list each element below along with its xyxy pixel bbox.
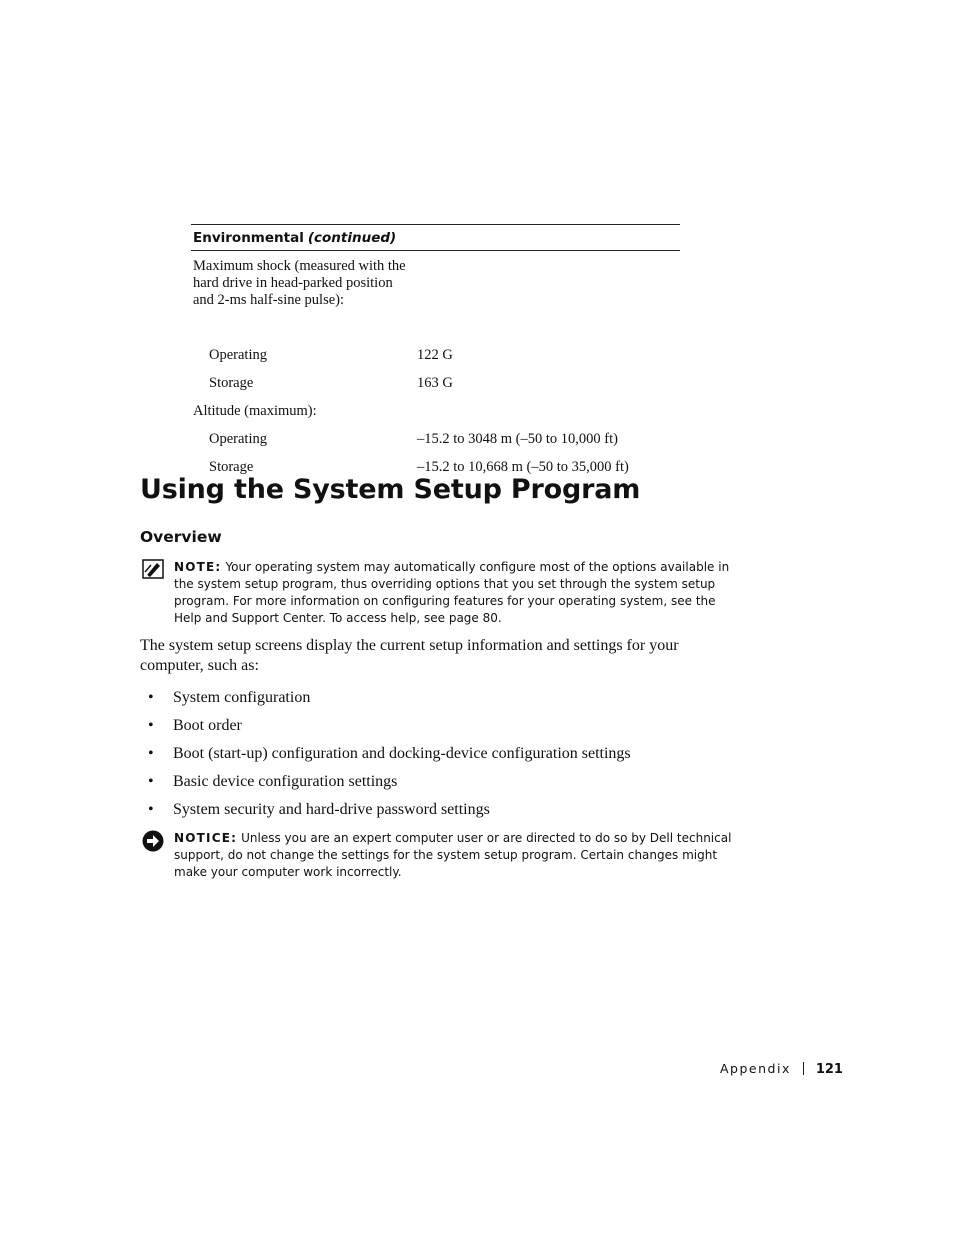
footer-divider [803, 1062, 804, 1075]
list-item-text: System security and hard-drive password settings [173, 801, 490, 818]
row-label: Maximum shock (measured with the hard drive in head-parked position and 2-ms half-sine pulse): [193, 258, 406, 308]
table-header-title: Environmental [193, 230, 304, 246]
intro-paragraph: The system setup screens display the current setup information and settings for your computer, such as: [140, 637, 679, 674]
subsection-title: Overview [140, 528, 222, 546]
list-item-text: Basic device configuration settings [173, 773, 398, 790]
bullet-icon: • [148, 801, 154, 818]
table-header-continued: (continued) [307, 230, 397, 246]
notice-text: Unless you are an expert computer user or are directed to do so by Dell technical support, do not change the settings for the system setup program. Certain changes might make your computer work incorrectly. [174, 831, 732, 879]
row-value: –15.2 to 3048 m (–50 to 10,000 ft) [417, 431, 618, 447]
section-title: Using the System Setup Program [140, 474, 641, 505]
row-label: Storage [209, 375, 254, 391]
row-label: Operating [209, 431, 267, 447]
table-header [191, 224, 680, 251]
bullet-icon: • [148, 689, 154, 706]
bullet-icon: • [148, 717, 154, 734]
note-label: NOTE: [174, 560, 222, 574]
row-value: 163 G [417, 375, 453, 391]
note-text: Your operating system may automatically configure most of the options available in the system setup program, thus overriding options that you set through the system setup program. For more information on configuring features for your operating system, see the Help and Support Center. To access help, see page 80. [174, 560, 730, 625]
list-item-text: Boot order [173, 717, 242, 734]
row-value: 122 G [417, 347, 453, 363]
bullet-icon: • [148, 773, 154, 790]
row-label: Storage [209, 459, 254, 475]
notice-label: NOTICE: [174, 831, 238, 845]
row-value: –15.2 to 10,668 m (–50 to 35,000 ft) [417, 459, 629, 475]
list-item-text: System configuration [173, 689, 311, 706]
arrow-notice-icon [142, 830, 166, 852]
list-item-text: Boot (start-up) configuration and docking-device configuration settings [173, 745, 631, 762]
environmental-spec-table [191, 224, 680, 475]
row-label: Altitude (maximum): [193, 403, 317, 419]
footer-section-name: Appendix [720, 1061, 791, 1076]
bullet-icon: • [148, 745, 154, 762]
page-footer [720, 1061, 843, 1077]
page-number: 121 [815, 1062, 843, 1077]
row-label: Operating [209, 347, 267, 363]
pencil-note-icon [142, 559, 166, 581]
